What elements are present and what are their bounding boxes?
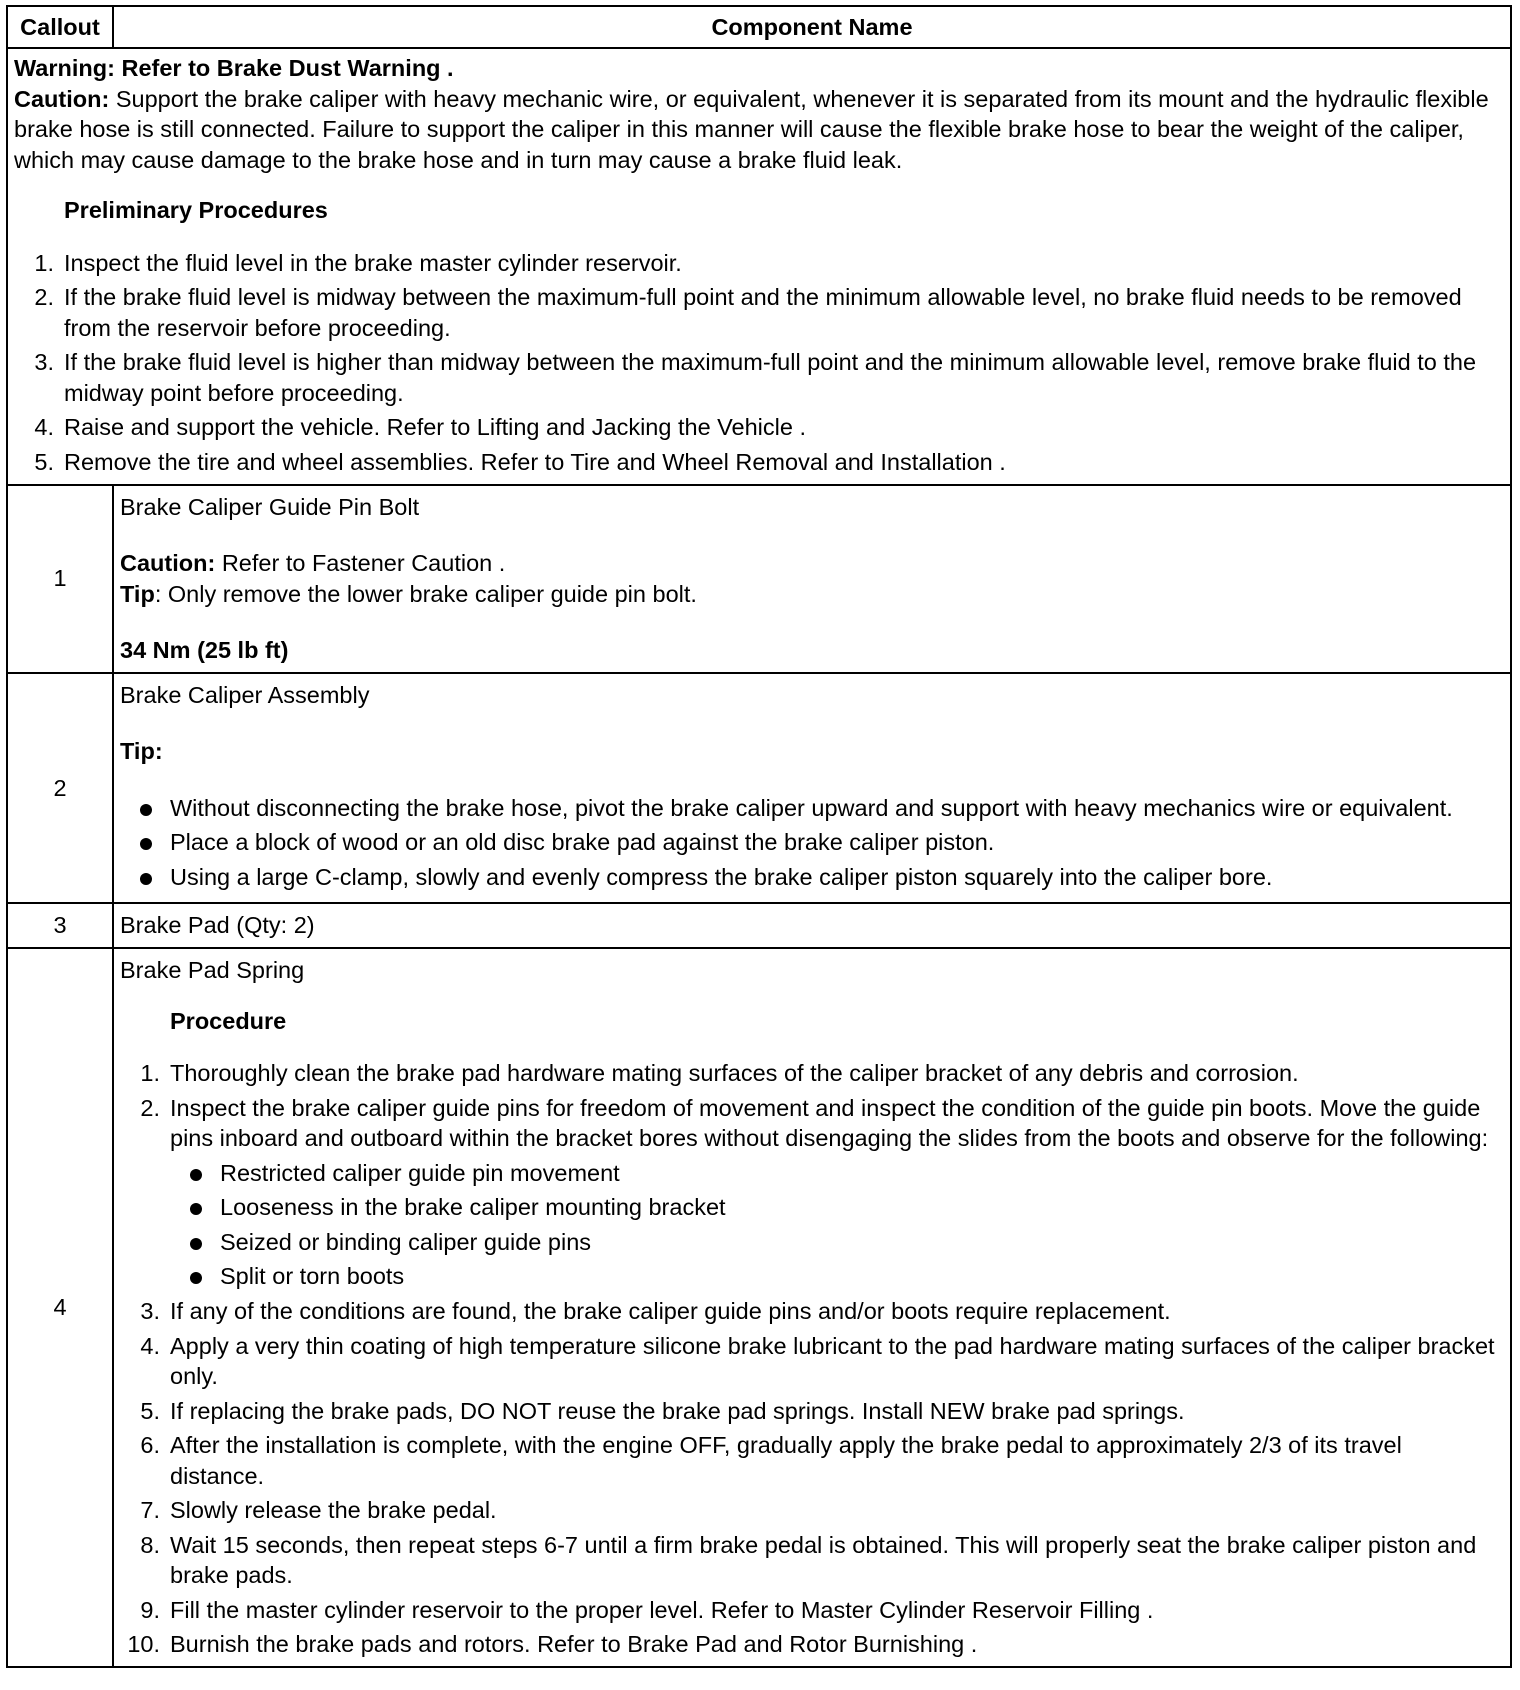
list-item: 7. Slowly release the brake pedal. (140, 1497, 497, 1524)
list-item: Restricted caliper guide pin movement (170, 1158, 1502, 1189)
bullet-icon (190, 1203, 202, 1215)
preliminary-heading: Preliminary Procedures (64, 197, 328, 224)
component-name-header: Component Name (113, 6, 1511, 48)
list-item: 1. Inspect the fluid level in the brake master cylinder reservoir. (34, 249, 682, 276)
preliminary-steps (14, 248, 1502, 478)
callout-cell: 4 (7, 948, 113, 1667)
caution-text: Support the brake caliper with heavy mechanic wire, or equivalent, whenever it is separated from its mount and the hydraulic flexible brake hose is still connected. Failure to support the caliper in this manner will cause the flexible brake hose to bear the weight of the caliper, which may cause damage to the brake hose and in turn may cause a brake fluid leak. (14, 85, 1489, 173)
list-item: Without disconnecting the brake hose, pivot the brake caliper upward and support with heavy mechanics wire or equivalent. (120, 793, 1502, 824)
callout-cell: 3 (7, 903, 113, 948)
table-row (7, 903, 1511, 948)
callout-cell: 1 (7, 485, 113, 673)
caution-label: Caution: (14, 85, 110, 112)
table-row (7, 673, 1511, 904)
list-item: 4. Raise and support the vehicle. Refer to Lifting and Jacking the Vehicle . (34, 414, 807, 441)
component-name: Brake Caliper Guide Pin Bolt (120, 493, 420, 520)
list-item: Using a large C-clamp, slowly and evenly compress the brake caliper piston squarely into the caliper bore. (120, 862, 1502, 893)
header-row (7, 6, 1511, 48)
caution-paragraph (14, 84, 1502, 176)
warning-line (14, 53, 1502, 84)
list-item: Place a block of wood or an old disc brake pad against the brake caliper piston. (120, 827, 1502, 858)
bullet-icon (190, 1272, 202, 1284)
list-item: 3. If the brake fluid level is higher than midway between the maximum-full point and the minimum allowable level, remove brake fluid to the midway point before proceeding. (34, 349, 1477, 406)
list-item: 5. Remove the tire and wheel assemblies. Refer to Tire and Wheel Removal and Installation . (34, 449, 1006, 476)
list-item: Seized or binding caliper guide pins (170, 1227, 1502, 1258)
tip-bullets (120, 793, 1502, 893)
tip-line: Tip: Only remove the lower brake caliper guide pin bolt. (120, 580, 697, 607)
list-item: 6. After the installation is complete, with the engine OFF, gradually apply the brake pedal to approximately 2/3 of its travel distance. (140, 1432, 1402, 1489)
list-item: 9. Fill the master cylinder reservoir to the proper level. Refer to Master Cylinder Reservoir Filling . (140, 1596, 1154, 1623)
bullet-icon (140, 804, 152, 816)
component-name: Brake Pad Spring (120, 957, 305, 984)
condition-bullets (170, 1158, 1502, 1292)
caution-line: Caution: Refer to Fastener Caution . (120, 550, 506, 577)
list-item: Split or torn boots (170, 1261, 1502, 1292)
warning-text: Refer to Brake Dust Warning . (121, 55, 454, 81)
component-name: Brake Pad (Qty: 2) (120, 912, 315, 939)
callout-header: Callout (7, 6, 113, 48)
list-item: 4. Apply a very thin coating of high temperature silicone brake lubricant to the pad hardware mating surfaces of the caliper bracket only. (140, 1332, 1495, 1390)
list-item: 2. Inspect the brake caliper guide pins for freedom of movement and inspect the condition of the guide pin boots. Move the guide pins inboard and outboard within the bracket bores without disengaging the slides from the boots and observe for the following: Restricted caliper guide pin movement Looseness in the brake caliper mounting bracket Seized or binding caliper guide pins Split or torn boots (120, 1093, 1502, 1292)
list-item: 8. Wait 15 seconds, then repeat steps 6-7 until a firm brake pedal is obtained. This will properly seat the brake caliper piston and brake pads. (140, 1531, 1477, 1589)
tip-label: Tip (120, 580, 155, 607)
list-item: 10. Burnish the brake pads and rotors. Refer to Brake Pad and Rotor Burnishing . (127, 1631, 978, 1658)
procedure-steps (120, 1058, 1502, 1660)
torque-spec: 34 Nm (25 lb ft) (120, 637, 289, 664)
warning-label: Warning: (14, 55, 115, 81)
table-row (7, 948, 1511, 1667)
list-item: 1. Thoroughly clean the brake pad hardware mating surfaces of the caliper bracket of any debris and corrosion. (140, 1060, 1299, 1087)
list-item: Looseness in the brake caliper mounting bracket (170, 1192, 1502, 1223)
bullet-icon (140, 838, 152, 850)
caution-label: Caution: (120, 550, 216, 577)
list-item: 5. If replacing the brake pads, DO NOT reuse the brake pad springs. Install NEW brake pad springs. (140, 1397, 1185, 1424)
bullet-icon (190, 1238, 202, 1250)
procedure-heading: Procedure (170, 1007, 287, 1034)
procedure-table (6, 5, 1512, 1668)
list-item: 2. If the brake fluid level is midway between the maximum-full point and the minimum allowable level, no brake fluid needs to be removed from the reservoir before proceeding. (34, 284, 1462, 341)
bullet-icon (140, 873, 152, 885)
table-row (7, 485, 1511, 673)
callout-cell: 2 (7, 673, 113, 904)
list-item: 3. If any of the conditions are found, the brake caliper guide pins and/or boots require replacement. (140, 1297, 1171, 1324)
tip-label: Tip: (120, 738, 163, 765)
intro-row (7, 48, 1511, 485)
bullet-icon (190, 1169, 202, 1181)
component-name: Brake Caliper Assembly (120, 681, 370, 708)
